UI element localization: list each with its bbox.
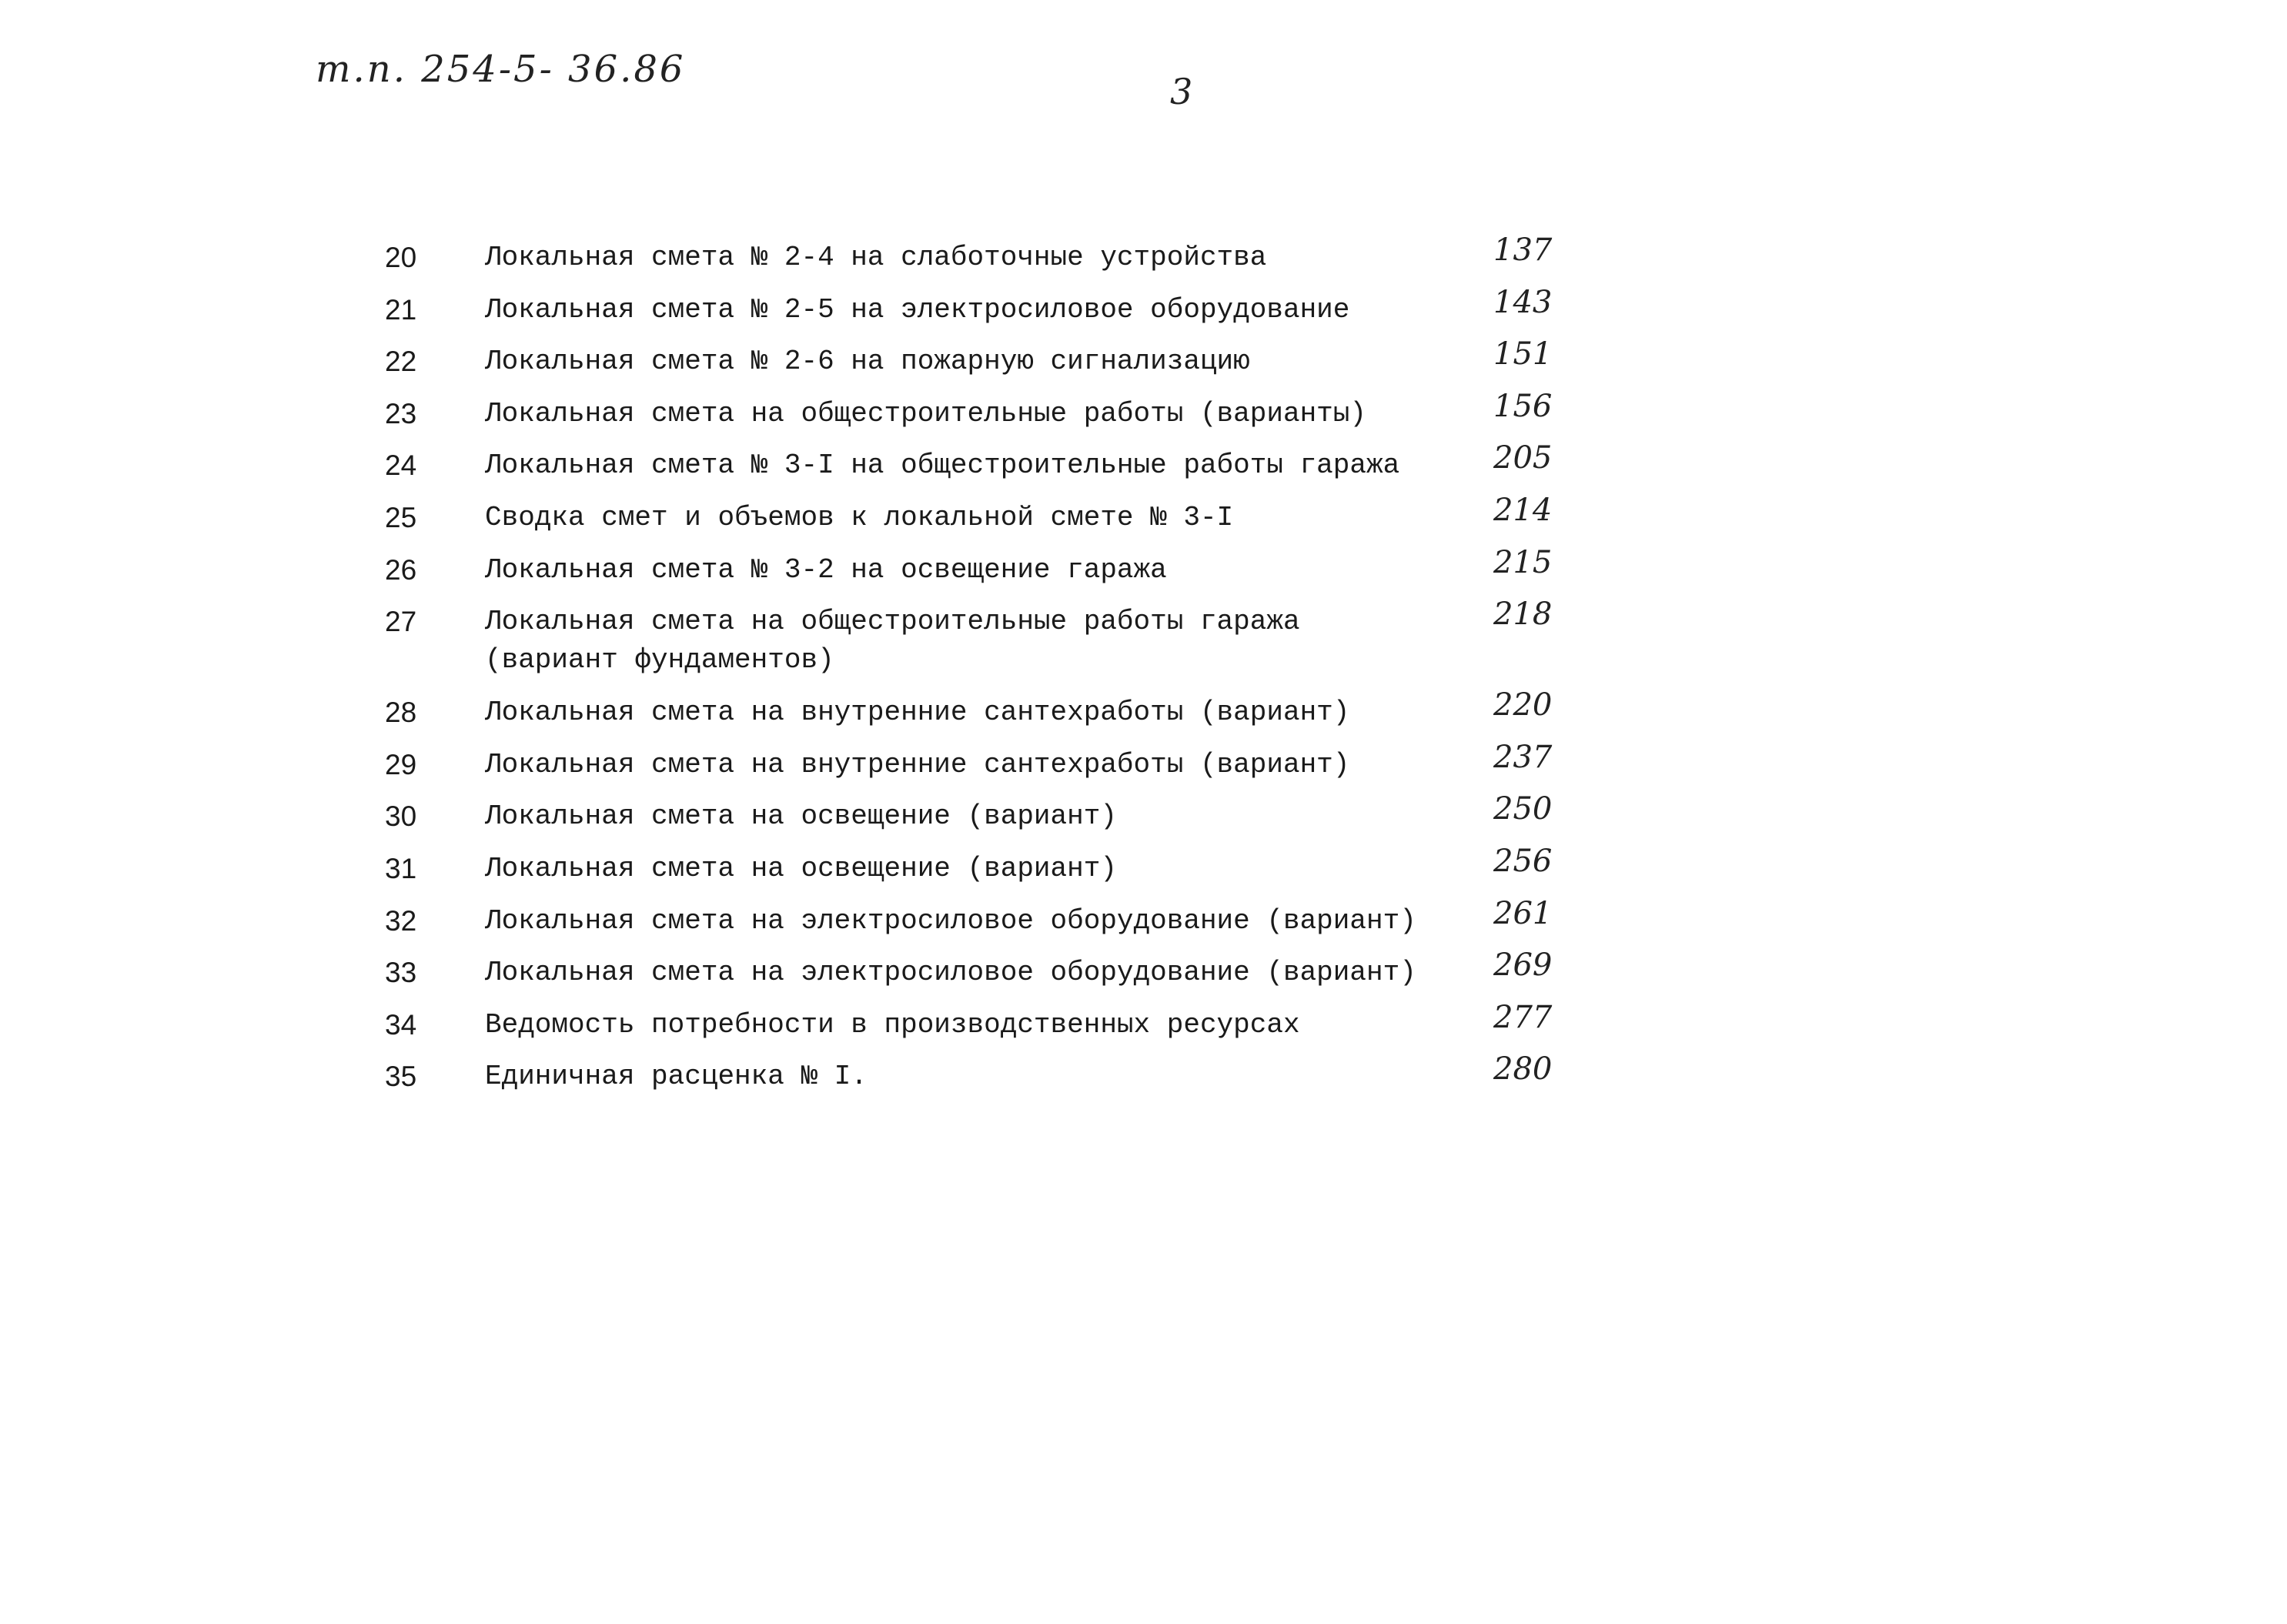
toc-row-number: 35: [385, 1061, 417, 1093]
toc-row-page: 250: [1493, 791, 1553, 827]
page-number: 3: [1170, 71, 1193, 112]
toc-row-number: 24: [385, 449, 417, 482]
toc-row: [385, 440, 1632, 499]
toc-row-page: 269: [1493, 947, 1553, 984]
toc-row-title: Локальная смета на внутренние сантехработы (вариант): [485, 697, 1350, 729]
toc-row-title: Локальная смета на внутренние сантехработы (вариант): [485, 748, 1350, 780]
toc-row-title: Единичная расценка № I.: [485, 1061, 868, 1093]
toc-row-number: 20: [385, 242, 417, 273]
toc-row-title: Локальная смета № 3-I на общестроительные работы гаража: [485, 449, 1400, 482]
toc-row-title: Локальная смета на освещение (вариант): [485, 800, 1117, 833]
toc-row-number: 27: [385, 606, 417, 638]
toc-row-title: Локальная смета на электросиловое оборудование (вариант): [485, 904, 1416, 937]
toc-row-number: 29: [385, 748, 417, 780]
toc-row: [385, 388, 1632, 447]
toc-row-title: Локальная смета на электросиловое оборудование (вариант): [485, 957, 1416, 989]
toc-row-number: 33: [385, 957, 417, 989]
toc-row-title: Сводка смет и объемов к локальной смете № 3-I: [485, 501, 1234, 533]
toc-row-page: 237: [1493, 739, 1553, 775]
toc-row-page: 218: [1493, 596, 1553, 633]
toc-row-number: 23: [385, 397, 417, 429]
toc-row: [385, 544, 1632, 603]
toc-row: [385, 232, 1632, 291]
toc-row-page: 256: [1493, 843, 1553, 879]
toc-row-number: 34: [385, 1008, 417, 1041]
toc-row: [385, 596, 1632, 693]
toc-row-number: 32: [385, 904, 417, 937]
toc-row: [385, 1051, 1632, 1110]
toc-row-title: Локальная смета на общестроительные работы гаража (вариант фундаментов): [485, 606, 1300, 677]
toc-row: [385, 895, 1632, 954]
toc-row-title: Локальная смета № 3-2 на освещение гаража: [485, 553, 1167, 586]
toc-row-page: 280: [1493, 1051, 1553, 1088]
toc-row: [385, 687, 1632, 746]
toc-row-page: 261: [1493, 895, 1553, 931]
toc-row-page: 156: [1493, 388, 1553, 424]
toc-row-number: 22: [385, 346, 417, 378]
toc-row: [385, 739, 1632, 798]
toc-row-number: 30: [385, 800, 417, 833]
toc-row-title: Локальная смета на общестроительные работы (варианты): [485, 397, 1366, 429]
toc-row-number: 28: [385, 697, 417, 729]
toc-row-page: 151: [1493, 336, 1553, 373]
toc-row-title: Локальная смета № 2-4 на слаботочные устройства: [485, 242, 1267, 273]
toc-row-number: 25: [385, 501, 417, 533]
document-code: т.п. 254-5- 36.86: [316, 48, 686, 91]
toc-row-page: 277: [1493, 999, 1553, 1035]
toc-row-number: 26: [385, 553, 417, 586]
toc-row-page: 137: [1493, 232, 1553, 268]
toc-row-page: 214: [1493, 492, 1553, 528]
toc-row: [385, 336, 1632, 395]
toc-row: [385, 999, 1632, 1058]
table-of-contents: [385, 232, 1632, 1110]
toc-row-page: 220: [1493, 687, 1553, 723]
toc-row-page: 215: [1493, 544, 1553, 580]
toc-row-title: Локальная смета № 2-5 на электросиловое оборудование: [485, 293, 1350, 326]
toc-row-number: 21: [385, 293, 417, 326]
toc-row-number: 31: [385, 852, 417, 884]
toc-row: [385, 791, 1632, 850]
toc-row-page: 205: [1493, 440, 1553, 476]
toc-row-title: Локальная смета № 2-6 на пожарную сигнализацию: [485, 346, 1250, 378]
toc-row: [385, 947, 1632, 1006]
toc-row: [385, 284, 1632, 343]
toc-row-title: Ведомость потребности в производственных ресурсах: [485, 1008, 1300, 1041]
toc-row: [385, 492, 1632, 551]
toc-row-title: Локальная смета на освещение (вариант): [485, 852, 1117, 884]
toc-row-page: 143: [1493, 284, 1553, 320]
toc-row: [385, 843, 1632, 902]
